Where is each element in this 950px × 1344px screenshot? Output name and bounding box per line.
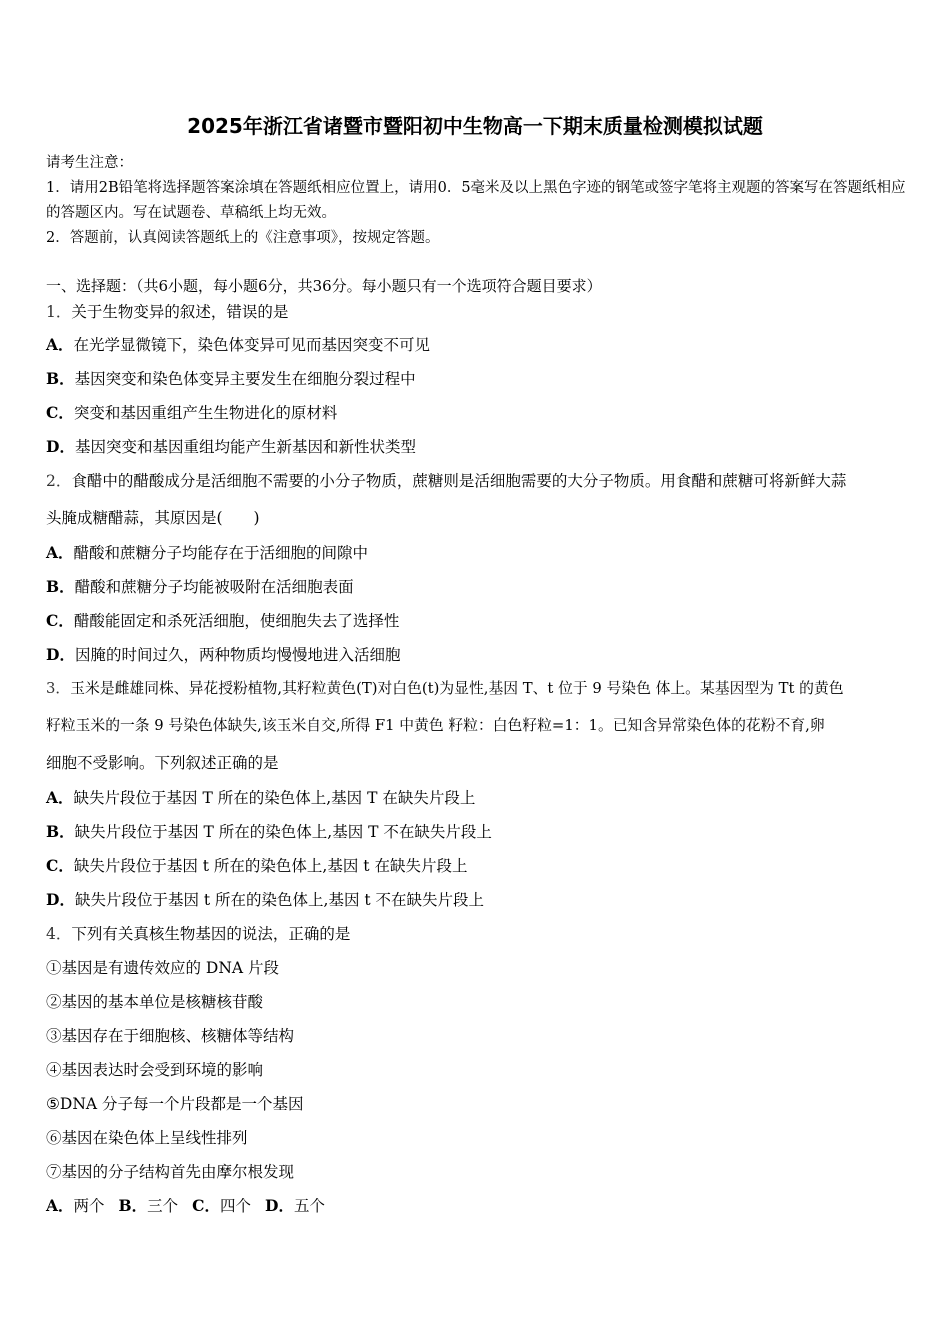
question-1-option-a [46,333,908,357]
question-4-statement: ②基因的基本单位是核糖核苷酸 [46,993,264,1011]
question-4-statement: ⑤DNA 分子每一个片段都是一个基因 [46,1095,304,1113]
option-text: 缺失片段位于基因 t 所在的染色体上,基因 t 在缺失片段上 [73,857,468,875]
choice-c [192,1194,251,1218]
question-1-stem [46,300,908,324]
question-4-statement: ⑥基因在染色体上呈线性排列 [46,1129,248,1147]
option-label: C． [46,611,74,630]
choice-b [119,1194,179,1218]
notice-item-1: 1．请用2B铅笔将选择题答案涂填在答题纸相应位置上，请用0．5毫米及以上黑色字迹的钢笔或签字笔将主观题的答案写在答题纸相应的答题区内。写在试题卷、草稿纸上均无效。 [46,180,906,221]
question-1-option-c [46,401,908,425]
question-number: 2． [46,472,72,490]
section-heading: 一、选择题：（共6小题，每小题6分，共36分。每小题只有一个选项符合题目要求） [46,277,602,295]
question-4-stem [46,922,908,946]
option-text: 醋酸能固定和杀死活细胞，使细胞失去了选择性 [73,612,400,630]
choice-d [265,1194,325,1218]
question-3-option-a [46,786,908,810]
question-2-stem-line-1 [46,469,908,493]
question-4-statement: ③基因存在于细胞核、核糖体等结构 [46,1027,295,1045]
question-2-option-b [46,575,908,599]
option-label: C． [46,403,74,422]
choice-label: A． [46,1196,74,1215]
question-3-option-d [46,888,908,912]
choice-text: 两个 [73,1197,105,1215]
option-label: C． [46,856,74,875]
option-text: 醋酸和蔗糖分子均能被吸附在活细胞表面 [74,578,354,596]
question-4-statement: ①基因是有遗传效应的 DNA 片段 [46,959,280,977]
option-label: B． [46,577,75,596]
question-number: 3． [46,680,71,697]
question-1-option-b [46,367,908,391]
question-text: 食醋中的醋酸成分是活细胞不需要的小分子物质，蔗糖则是活细胞需要的大分子物质。用食醋和蔗糖可将新鲜大蒜 [71,472,847,490]
notice-item-2: 2．答题前，认真阅读答题纸上的《注意事项》，按规定答题。 [46,230,440,246]
choice-text: 五个 [293,1197,325,1215]
choice-label: D． [265,1196,294,1215]
question-2-option-d [46,643,908,667]
question-4-choices [46,1194,908,1218]
option-text: 醋酸和蔗糖分子均能存在于活细胞的间隙中 [73,544,369,562]
question-text: 下列有关真核生物基因的说法，正确的是 [71,925,351,943]
option-label: A． [46,543,74,562]
question-number: 4． [46,925,72,943]
choice-label: B． [118,1196,148,1215]
choice-text: 三个 [147,1197,179,1215]
question-3-stem-line-2: 籽粒玉米的一条 9 号染色体缺失,该玉米自交,所得 F1 中黄色 籽粒：白色籽粒=1：1。已知含异常染色体的花粉不育,卵 [46,717,825,734]
question-3-stem-line-3: 细胞不受影响。下列叙述正确的是 [46,754,279,772]
question-2-option-c [46,609,908,633]
option-label: A． [46,335,74,354]
question-text: 关于生物变异的叙述，错误的是 [71,303,289,321]
question-2-stem-line-2: 头腌成糖醋蒜，其原因是( ) [46,509,260,527]
option-label: D． [46,645,75,664]
option-text: 缺失片段位于基因 t 所在的染色体上,基因 t 不在缺失片段上 [74,891,485,909]
option-text: 因腌的时间过久，两种物质均慢慢地进入活细胞 [74,646,401,664]
option-label: D． [46,437,75,456]
choice-a [46,1194,105,1218]
option-text: 突变和基因重组产生生物进化的原材料 [73,404,338,422]
choice-text: 四个 [220,1197,252,1215]
option-text: 基因突变和基因重组均能产生新基因和新性状类型 [74,438,416,456]
option-text: 缺失片段位于基因 T 所在的染色体上,基因 T 在缺失片段上 [73,789,476,807]
option-label: A． [46,788,74,807]
question-1-option-d [46,435,908,459]
question-4-statement: ⑦基因的分子结构首先由摩尔根发现 [46,1163,295,1181]
choice-label: C． [192,1196,221,1215]
option-text: 在光学显微镜下，染色体变异可见而基因突变不可见 [73,336,431,354]
option-label: B． [46,369,75,388]
question-number: 1． [46,303,72,321]
question-3-option-b [46,820,908,844]
option-text: 基因突变和染色体变异主要发生在细胞分裂过程中 [74,370,416,388]
question-3-option-c [46,854,908,878]
question-3-stem-line-1 [46,677,908,701]
question-4-statement: ④基因表达时会受到环境的影响 [46,1061,264,1079]
option-label: D． [46,890,75,909]
option-label: B． [46,822,75,841]
option-text: 缺失片段位于基因 T 所在的染色体上,基因 T 不在缺失片段上 [74,823,492,841]
page-title: 2025年浙江省诸暨市暨阳初中生物高一下期末质量检测模拟试题 [187,114,763,138]
question-text: 玉米是雌雄同株、异花授粉植物,其籽粒黄色(T)对白色(t)为显性,基因 T、t 位于 9 号染色 体上。某基因型为 Tt 的黄色 [70,680,844,697]
question-2-option-a [46,541,908,565]
notice-heading: 请考生注意： [46,155,133,171]
